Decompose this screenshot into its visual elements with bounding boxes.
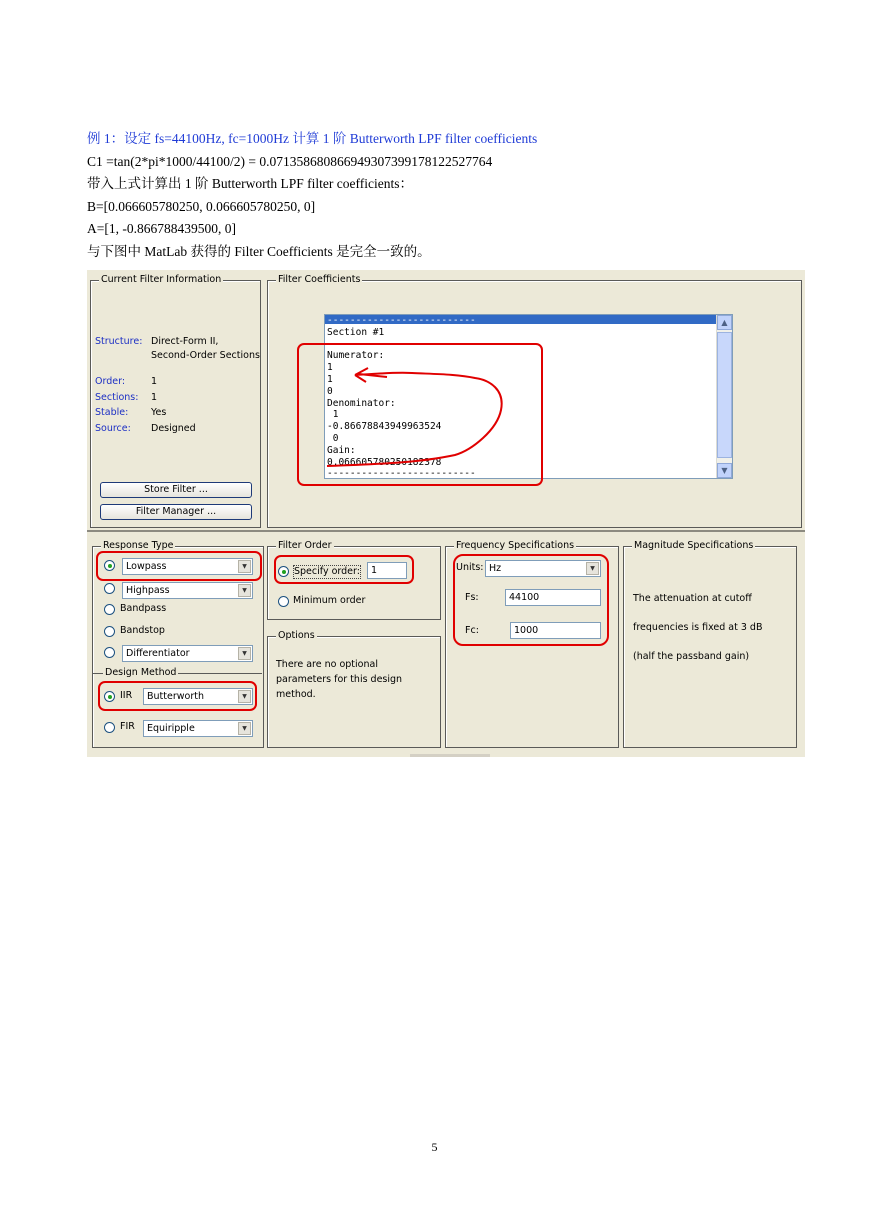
structure-value-1: Direct-Form II,	[151, 336, 219, 347]
frequency-specs-title: Frequency Specifications	[456, 540, 575, 551]
coeff-line: 0	[327, 432, 339, 444]
c1-formula: C1 =tan(2*pi*1000/44100/2) = 0.071358680866949307399178122527764	[87, 153, 493, 169]
store-filter-button[interactable]: Store Filter ...	[100, 482, 252, 498]
intro-line: 带入上式计算出 1 阶 Butterworth LPF filter coefficients：	[87, 176, 413, 192]
options-text-2: parameters for this design	[276, 674, 403, 685]
coeff-line: Gain:	[327, 444, 356, 456]
iir-highlight	[98, 681, 257, 711]
scroll-up-icon[interactable]: ▲	[717, 315, 732, 330]
structure-label: Structure:	[95, 336, 143, 347]
fir-select-value: Equiripple	[147, 723, 195, 734]
coeff-line: Section #1	[327, 326, 385, 338]
iir-select-value: Butterworth	[147, 691, 204, 702]
units-label: Units:	[456, 562, 484, 573]
lowpass-highlight	[96, 551, 262, 581]
bandpass-label[interactable]: Bandpass	[120, 603, 167, 614]
stable-value: Yes	[151, 407, 167, 418]
coeff-line: 1	[327, 362, 333, 374]
fir-select[interactable]	[143, 720, 253, 737]
magnitude-text-2: frequencies is fixed at 3 dB	[633, 622, 763, 633]
options-title: Options	[278, 630, 315, 641]
design-method-title: Design Method	[105, 667, 177, 678]
chevron-down-icon[interactable]: ▼	[238, 647, 251, 660]
coeff-line: -0.86678843949963524	[327, 421, 442, 433]
structure-value-2: Second-Order Sections	[151, 350, 260, 361]
order-input[interactable]: 1	[367, 562, 407, 579]
magnitude-text-3: (half the passband gain)	[633, 651, 750, 662]
bandstop-label[interactable]: Bandstop	[120, 625, 165, 636]
filter-order-title: Filter Order	[278, 540, 332, 551]
minimum-order-label[interactable]: Minimum order	[293, 595, 366, 606]
order-value: 1	[151, 376, 158, 387]
highpass-radio[interactable]	[104, 583, 115, 594]
response-type-title: Response Type	[103, 540, 174, 551]
coeff-line: Denominator:	[327, 397, 396, 409]
chevron-down-icon[interactable]: ▼	[586, 562, 599, 575]
fc-label: Fc:	[465, 625, 479, 636]
differentiator-select[interactable]	[122, 645, 253, 662]
stable-label: Stable:	[95, 407, 129, 418]
coeff-line: 1	[327, 373, 333, 385]
coeff-line: Numerator:	[327, 350, 385, 362]
coeff-line: --------------------------	[327, 315, 476, 326]
magnitude-specs-title: Magnitude Specifications	[634, 540, 754, 551]
minimum-order-radio[interactable]	[278, 596, 289, 607]
options-text-1: There are no optional	[276, 659, 378, 670]
differentiator-select-value: Differentiator	[126, 648, 190, 659]
units-select-value: Hz	[489, 563, 502, 574]
options-text-3: method.	[276, 689, 316, 700]
highpass-select-value: Highpass	[126, 585, 170, 596]
chevron-down-icon[interactable]: ▼	[238, 560, 251, 573]
iir-label[interactable]: IIR	[120, 690, 133, 701]
fs-label: Fs:	[465, 592, 479, 603]
bandstop-radio[interactable]	[104, 626, 115, 637]
specify-order-label[interactable]: Specify order:	[294, 566, 360, 577]
filter-manager-button[interactable]: Filter Manager ...	[100, 504, 252, 520]
fir-label[interactable]: FIR	[120, 721, 135, 732]
bandpass-radio[interactable]	[104, 604, 115, 615]
differentiator-radio[interactable]	[104, 647, 115, 658]
scroll-down-icon[interactable]: ▼	[717, 463, 732, 478]
sections-value: 1	[151, 392, 158, 403]
source-label: Source:	[95, 423, 131, 434]
magnitude-specs-panel	[623, 540, 797, 748]
fdatool-screenshot	[87, 270, 805, 757]
highpass-select[interactable]	[122, 582, 253, 599]
design-button-edge	[410, 754, 490, 757]
chevron-down-icon[interactable]: ▼	[238, 584, 251, 597]
document-text	[87, 128, 807, 264]
lowpass-select-value: Lowpass	[126, 561, 167, 572]
example-heading: 例 1：设定 fs=44100Hz, fc=1000Hz 计算 1 阶 Butterworth LPF filter coefficients	[87, 131, 538, 146]
coeff-line: --------------------------	[327, 468, 476, 479]
coeff-line: 0.066605780250182378	[327, 456, 442, 468]
conclusion-line: 与下图中 MatLab 获得的 Filter Coefficients 是完全一致的。	[87, 243, 431, 259]
page-number: 5	[431, 1140, 438, 1154]
specify-order-highlight	[274, 555, 414, 584]
filter-coefficients-title: Filter Coefficients	[278, 274, 361, 285]
frequency-highlight	[453, 554, 609, 646]
source-value: Designed	[151, 423, 196, 434]
fir-radio[interactable]	[104, 722, 115, 733]
magnitude-text-1: The attenuation at cutoff	[633, 593, 752, 604]
coeff-line: 0	[327, 385, 333, 397]
b-coefficients: B=[0.066605780250, 0.066605780250, 0]	[87, 198, 316, 214]
chevron-down-icon[interactable]: ▼	[238, 722, 251, 735]
order-label: Order:	[95, 376, 126, 387]
fc-input[interactable]: 1000	[510, 622, 601, 639]
panel-separator	[87, 530, 805, 532]
current-filter-info-title: Current Filter Information	[101, 274, 222, 285]
a-coefficients: A=[1, -0.866788439500, 0]	[87, 221, 236, 237]
chevron-down-icon[interactable]: ▼	[238, 690, 251, 703]
fs-input[interactable]: 44100	[505, 589, 601, 606]
sections-label: Sections:	[95, 392, 139, 403]
coeff-line: 1	[327, 409, 339, 421]
